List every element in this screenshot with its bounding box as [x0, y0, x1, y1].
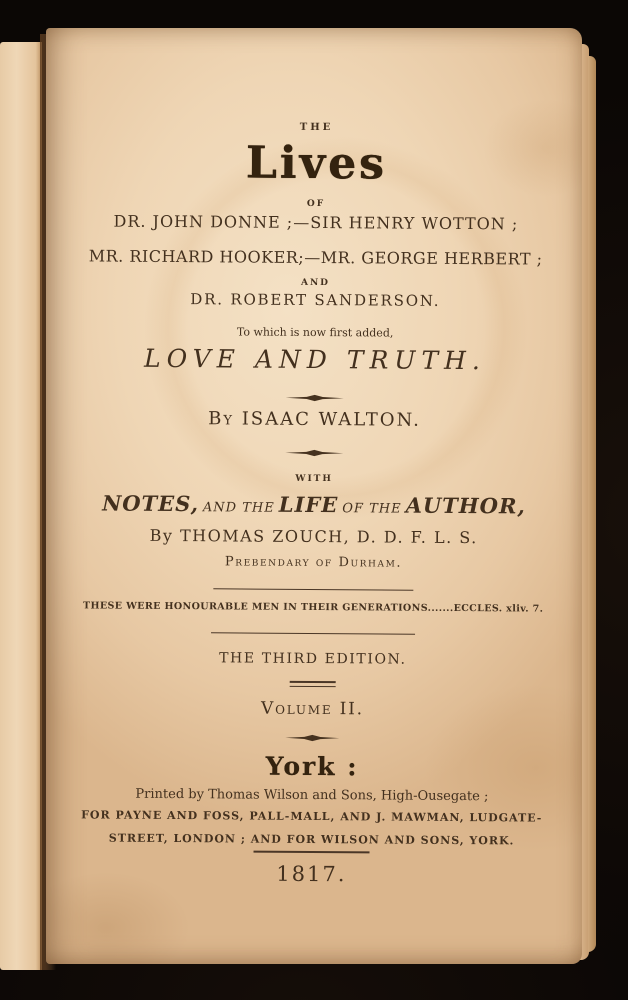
half-title-the: THE — [299, 121, 334, 134]
imprint-printer: Printed by Thomas Wilson and Sons, High-Ousegate ; — [135, 786, 489, 805]
imprint-city: York : — [265, 751, 359, 782]
imprint-sellers-1: FOR PAYNE AND FOSS, PALL-MALL, AND J. MAWMAN, LUDGATE- — [81, 808, 543, 825]
swelled-rule-ornament — [285, 449, 343, 457]
epigraph-line: THESE WERE HONOURABLE MEN IN THEIR GENERATIONS.......ECCLES. xliv. 7. — [83, 600, 544, 615]
editor-line: By THOMAS ZOUCH, D. D. F. L. S. — [149, 525, 478, 548]
title-page — [46, 28, 582, 964]
thin-rule — [211, 632, 415, 634]
thin-rule — [213, 588, 413, 590]
word-with: WITH — [295, 473, 333, 485]
life-word: LIFE — [278, 491, 339, 518]
word-of: OF — [306, 198, 326, 210]
thin-rule — [254, 851, 370, 854]
fore-edge-sheet — [588, 56, 596, 952]
main-title-lives: Lives — [245, 137, 387, 190]
added-note: To which is now first added, — [236, 325, 394, 340]
swelled-rule-ornament — [286, 394, 344, 402]
notes-word: NOTES, — [102, 490, 200, 517]
author-line: By ISAAC WALTON. — [208, 408, 421, 431]
editor-title-line: Prebendary of Durham. — [224, 554, 403, 571]
author-word: AUTHOR, — [405, 492, 526, 519]
subjects-line-3: DR. ROBERT SANDERSON. — [190, 290, 441, 310]
subtitle-love-and-truth: LOVE AND TRUTH. — [143, 343, 486, 376]
facing-page-edge — [0, 42, 42, 970]
imprint-sellers-2: STREET, LONDON ; AND FOR WILSON AND SONS, YORK. — [108, 831, 515, 848]
notes-connector: OF THE — [342, 501, 402, 517]
edition-statement: THE THIRD EDITION. — [219, 650, 407, 668]
imprint-year: 1817. — [276, 861, 347, 887]
volume-statement: Volume II. — [261, 698, 364, 720]
double-rule — [290, 681, 336, 687]
swelled-rule-ornament — [285, 734, 339, 742]
subjects-line-2: MR. RICHARD HOOKER;—MR. GEORGE HERBERT ; — [88, 246, 543, 269]
word-and: AND — [300, 277, 331, 289]
notes-line — [46, 490, 582, 519]
subjects-line-1: DR. JOHN DONNE ;—SIR HENRY WOTTON ; — [113, 211, 519, 234]
notes-connector: AND THE — [202, 500, 275, 516]
title-page-text-block — [46, 28, 582, 964]
